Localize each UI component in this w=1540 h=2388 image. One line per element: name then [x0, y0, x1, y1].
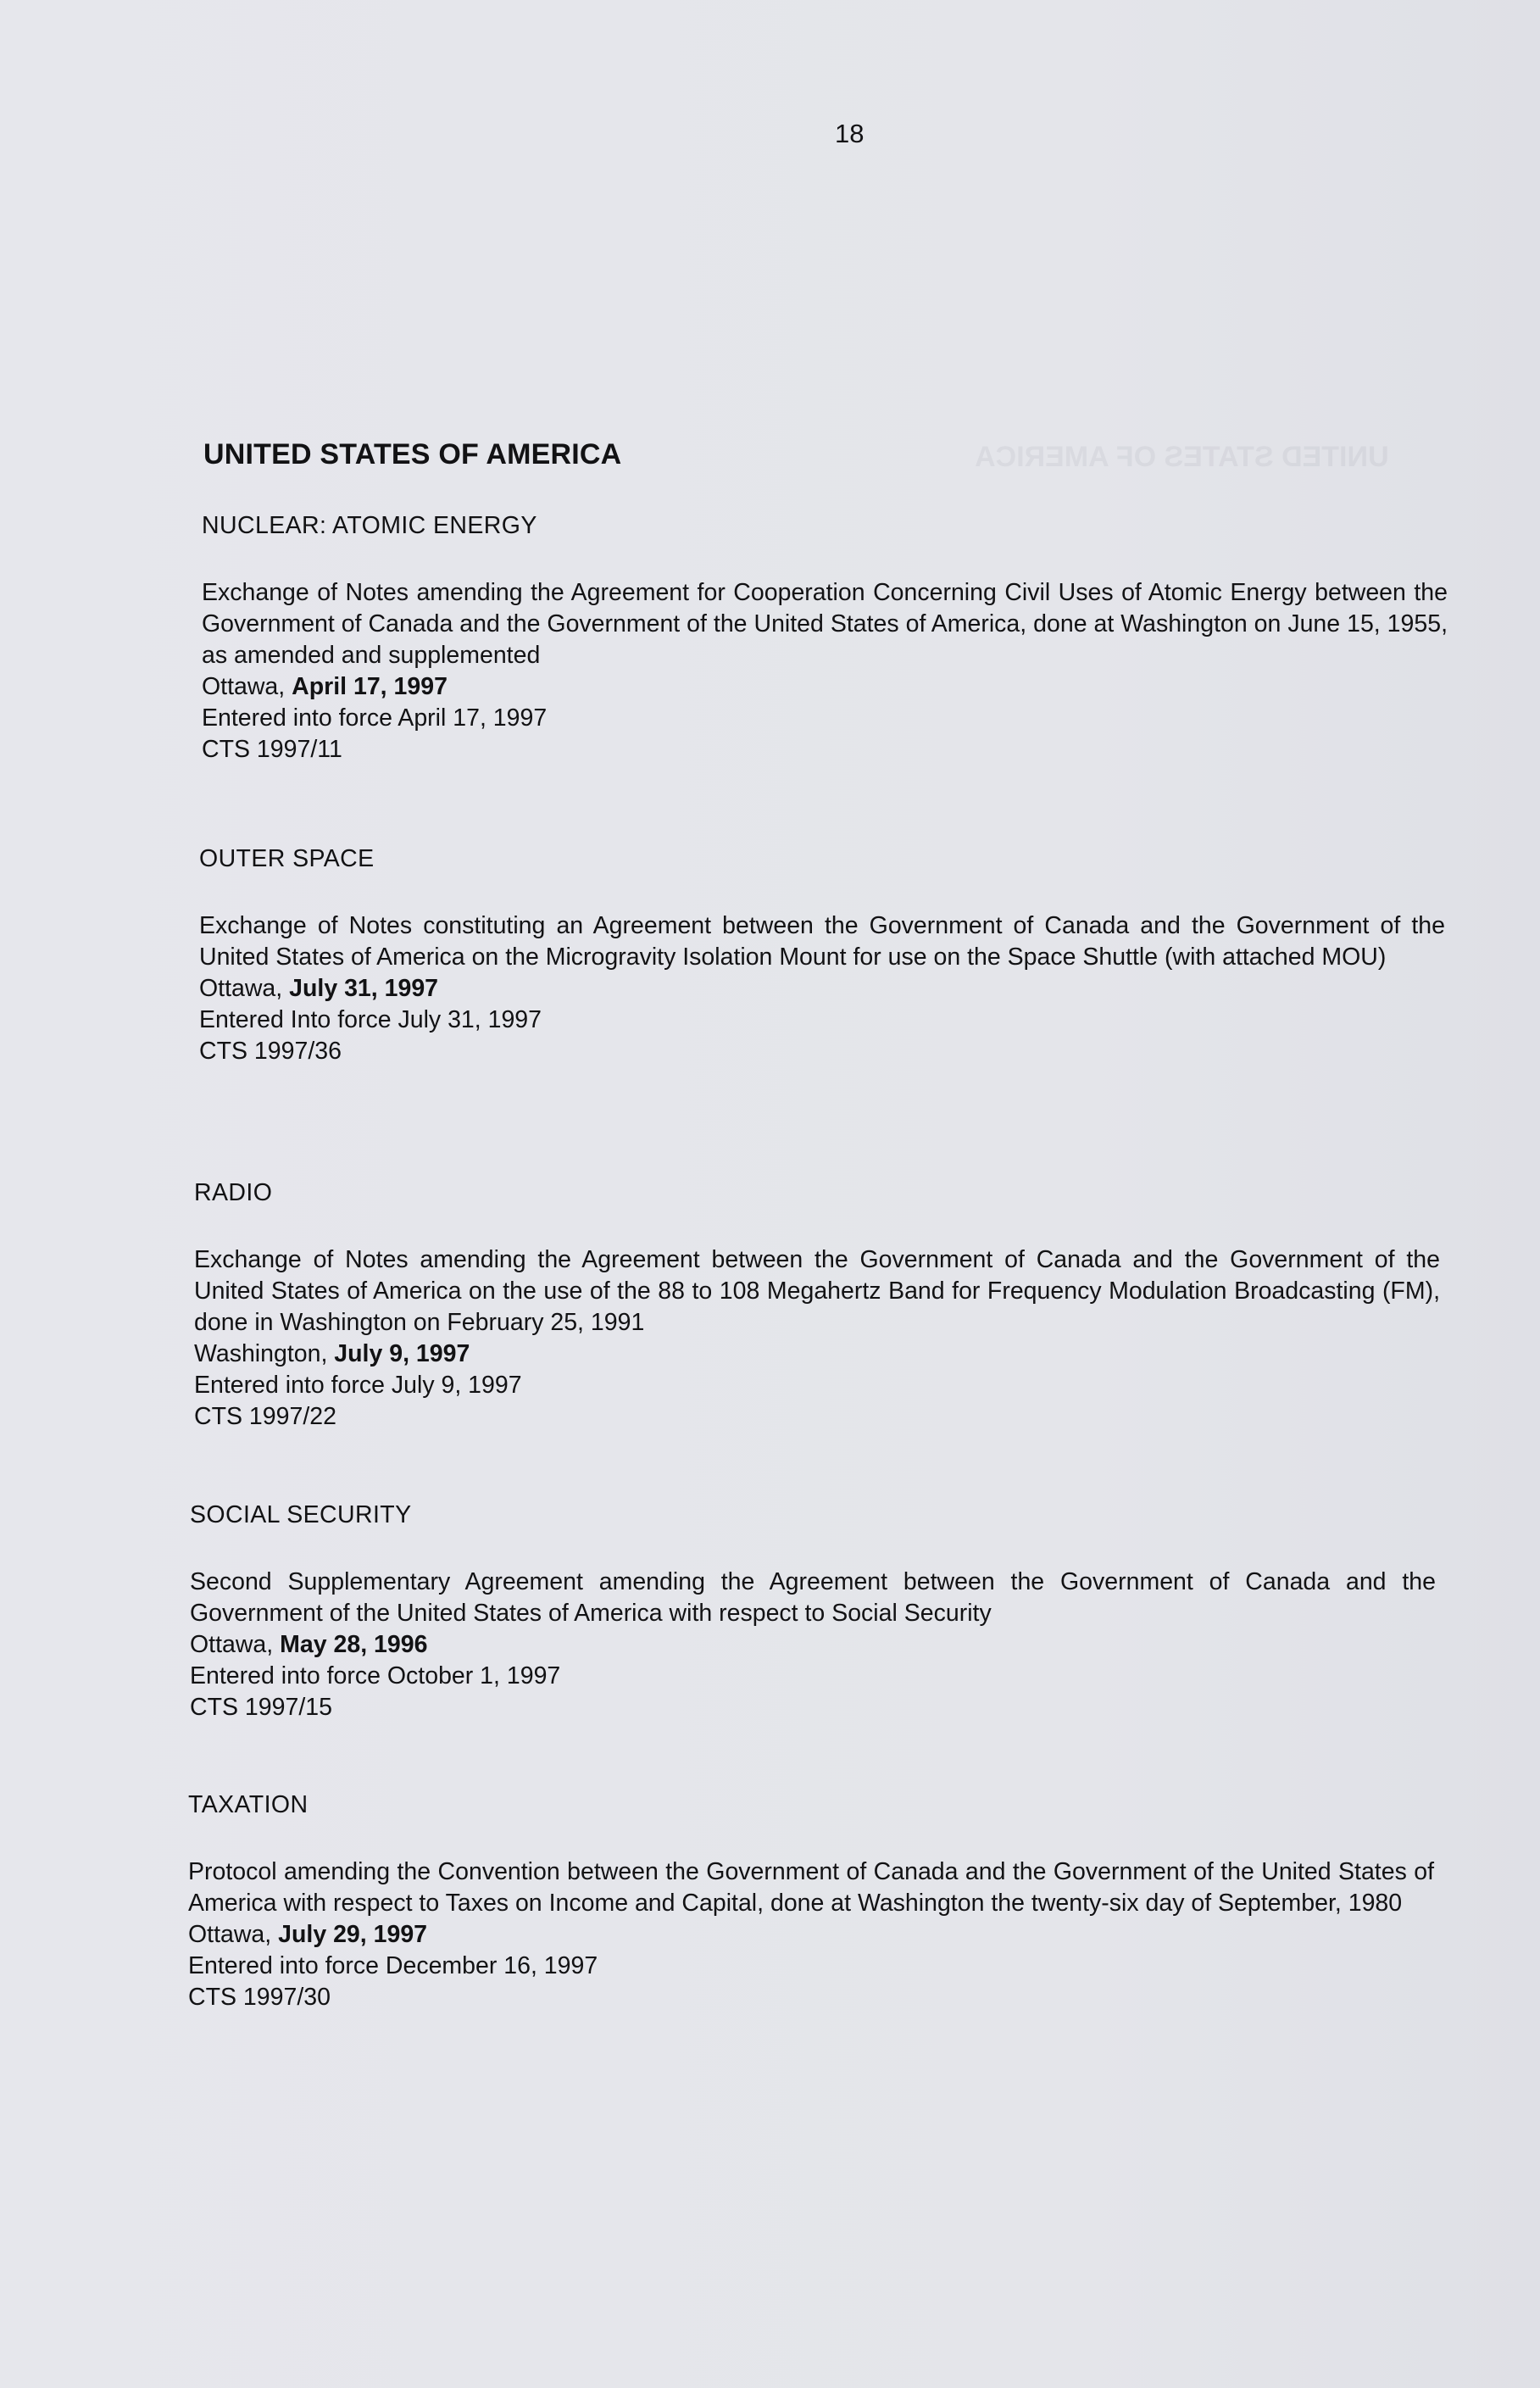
- signing-place: Ottawa,: [202, 673, 286, 700]
- cts-reference: CTS 1997/30: [188, 1984, 331, 2011]
- signing-date: July 9, 1997: [334, 1340, 470, 1367]
- cts-reference: CTS 1997/15: [190, 1694, 332, 1721]
- treaty-description: Second Supplementary Agreement amending the Agreement between the Government of Canada and the Government of the United States of America with respect to Social Security: [190, 1568, 1436, 1627]
- signing-line: [202, 671, 1448, 703]
- section-title: OUTER SPACE: [199, 845, 375, 872]
- signing-line: [188, 1919, 1434, 1951]
- signing-place: Ottawa,: [190, 1631, 274, 1658]
- cts-reference: CTS 1997/22: [194, 1403, 336, 1430]
- bleed-through-text: UNITED STATES OF AMERICA: [975, 441, 1389, 473]
- treaty-section-radio: [194, 1177, 1440, 1433]
- treaty-section-social-security: [190, 1500, 1436, 1723]
- cts-reference: CTS 1997/11: [202, 736, 342, 763]
- treaty-description: Exchange of Notes amending the Agreement for Cooperation Concerning Civil Uses of Atomic Energy between the Government of Canada and the Government of the United States of America, done at Washington on June 15, 1955, as amended and supplemented: [202, 579, 1448, 669]
- section-title: RADIO: [194, 1179, 273, 1206]
- page-number: 18: [835, 119, 865, 148]
- signing-date: April 17, 1997: [292, 673, 448, 700]
- signing-place: Ottawa,: [188, 1921, 272, 1948]
- cts-reference: CTS 1997/36: [199, 1038, 342, 1065]
- treaty-section-outer-space: [199, 843, 1445, 1067]
- entry-into-force: Entered into force December 16, 1997: [188, 1952, 598, 1979]
- signing-date: May 28, 1996: [280, 1631, 428, 1658]
- signing-place: Washington,: [194, 1340, 328, 1367]
- entry-into-force: Entered into force July 9, 1997: [194, 1372, 522, 1399]
- treaty-description: Exchange of Notes constituting an Agreement between the Government of Canada and the Government of the United States of America on the Microgravity Isolation Mount for use on the Space Shuttle (with attached MOU): [199, 912, 1445, 971]
- signing-place: Ottawa,: [199, 975, 283, 1002]
- signing-date: July 29, 1997: [278, 1921, 428, 1948]
- signing-date: July 31, 1997: [289, 975, 439, 1002]
- signing-line: [190, 1629, 1436, 1661]
- section-title: SOCIAL SECURITY: [190, 1501, 412, 1528]
- signing-line: [194, 1339, 1440, 1370]
- entry-into-force: Entered into force October 1, 1997: [190, 1662, 561, 1689]
- country-heading: UNITED STATES OF AMERICA: [203, 438, 622, 470]
- signing-line: [199, 973, 1445, 1005]
- section-title: TAXATION: [188, 1791, 309, 1818]
- treaty-description: Exchange of Notes amending the Agreement between the Government of Canada and the Government of the United States of America on the use of the 88 to 108 Megahertz Band for Frequency Modulation Broadcasting (FM), done in Washington on February 25, 1991: [194, 1246, 1440, 1336]
- treaty-section-nuclear: [202, 510, 1448, 765]
- treaty-description: Protocol amending the Convention between the Government of Canada and the Government of the United States of America with respect to Taxes on Income and Capital, done at Washington the twenty-six day of September, 1980: [188, 1858, 1434, 1917]
- entry-into-force: Entered into force April 17, 1997: [202, 704, 548, 732]
- entry-into-force: Entered Into force July 31, 1997: [199, 1006, 542, 1033]
- treaty-section-taxation: [188, 1790, 1434, 2013]
- section-title: NUCLEAR: ATOMIC ENERGY: [202, 512, 537, 539]
